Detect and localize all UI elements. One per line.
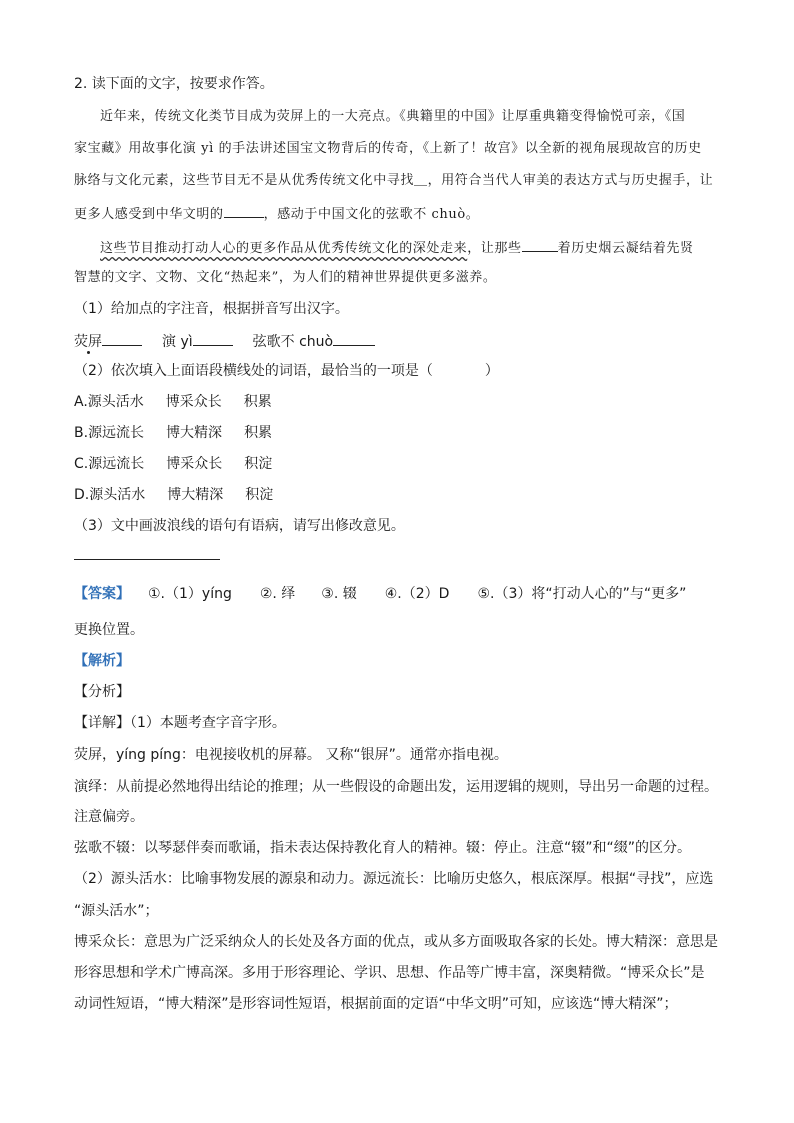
option-a[interactable]: [74, 392, 272, 412]
answer-item: ①.（1）yíng: [148, 586, 232, 602]
passage-line: 家宝藏》用故事化演 yì 的手法讲述国宝文物背后的传奇，《上新了！故宫》以全新的视角展现故宫的历史: [74, 141, 702, 156]
option-word: 积累: [243, 394, 272, 410]
passage-text: ，感动于中国文化的弦歌不 chuò。: [263, 207, 480, 222]
option-word: 积淀: [245, 487, 274, 503]
analysis-line: “源头活水”；: [74, 903, 159, 919]
item-yanyi: 演 yì: [162, 334, 193, 350]
option-c[interactable]: [74, 454, 272, 474]
detail-line: [74, 713, 286, 733]
answer-item: ⑤.（3）将“打动人心的”与“更多”: [477, 586, 687, 602]
option-word: 博采众长: [166, 456, 223, 472]
item-yingping: 荧屏: [74, 334, 102, 350]
passage-text: ，让那些: [467, 241, 522, 256]
answer-blank[interactable]: [193, 331, 233, 346]
option-word: 源远流长: [88, 456, 145, 472]
sub-question-2-prompt: （2）依次填入上面语段横线处的词语，最恰当的一项是（: [74, 363, 433, 379]
analysis-line: 荧屏，yíng píng：电视接收机的屏幕。 又称“银屏”。通常亦指电视。: [74, 747, 508, 763]
item-xiangebuchuo: 弦歌不 chuò: [252, 334, 334, 350]
detail-text: （1）本题考查字音字形。: [130, 715, 286, 731]
answer-tag: 【答案】: [74, 586, 130, 602]
jiexi-tag: 【解析】: [74, 653, 130, 669]
option-label: A.: [74, 394, 88, 410]
analysis-line: 形容思想和学术广博高深。多用于形容理论、学识、思想、作品等广博丰富，深奥精微。“博采众长”是: [74, 965, 705, 981]
sub-question-1-items: [74, 331, 375, 352]
option-word: 博大精深: [167, 487, 224, 503]
passage-line: 近年来，传统文化类节目成为荧屏上的一大亮点。《典籍里的中国》让厚重典籍变得愉悦可亲，《国: [100, 109, 686, 124]
option-word: 积淀: [244, 456, 273, 472]
answer-item: ③. 辍: [321, 586, 357, 602]
option-word: 源头活水: [87, 394, 144, 410]
analysis-line: 注意偏旁。: [74, 809, 144, 825]
wavy-underlined-sentence: 这些节目推动打动人心的更多作品从优秀传统文化的深处走来: [100, 241, 468, 256]
fenxi-tag: 【分析】: [74, 684, 130, 700]
analysis-line: 博采众长：意思为广泛采纳众人的长处及各方面的优点，或从多方面吸取各家的长处。博大精深：意思是: [74, 934, 718, 950]
answer-blank[interactable]: [102, 331, 142, 346]
fill-blank: [224, 203, 264, 218]
question-title: 2. 读下面的文字，按要求作答。: [74, 76, 274, 92]
answer-item: ④.（2）D: [384, 586, 450, 602]
answer-item: ②. 绎: [259, 586, 296, 602]
answer-continuation: 更换位置。: [74, 622, 144, 638]
analysis-line: 弦歌不辍：以琴瑟伴奏而歌诵，指未表达保持教化育人的精神。辍：停止。注意“辍”和“缀”的区分。: [74, 840, 692, 856]
passage-text: 着历史烟云凝结着先贤: [557, 241, 694, 256]
fill-blank: [522, 237, 558, 252]
passage-line: [74, 203, 479, 225]
passage-text: 更多人感受到中华文明的: [74, 207, 224, 222]
option-word: 博大精深: [166, 425, 223, 441]
analysis-line: （2）源头活水：比喻事物发展的源泉和动力。源远流长：比喻历史悠久，根底深厚。根据“寻找”，应选: [74, 871, 714, 887]
bracket-close: ）: [484, 363, 499, 379]
sub-question-3: （3）文中画波浪线的语句有语病，请写出修改意见。: [74, 518, 405, 534]
option-word: 源远流长: [88, 425, 145, 441]
option-label: B.: [74, 425, 89, 441]
answer-row: [74, 584, 686, 604]
option-label: D.: [74, 487, 90, 503]
detail-tag: 【详解】: [74, 715, 130, 731]
option-b[interactable]: [74, 423, 272, 443]
sub-question-1: （1）给加点的字注音，根据拼音写出汉字。: [74, 301, 349, 317]
answer-line[interactable]: [74, 559, 220, 560]
option-label: C.: [74, 456, 89, 472]
sub-question-2: [74, 361, 499, 381]
option-word: 博采众长: [165, 394, 222, 410]
analysis-line: 动词性短语，“博大精深”是形容词性短语，根据前面的定语“中华文明”可知，应该选“博大精深”；: [74, 996, 678, 1012]
answer-blank[interactable]: [333, 331, 375, 346]
passage-line: [100, 237, 694, 259]
option-word: 源头活水: [89, 487, 146, 503]
option-word: 积累: [244, 425, 273, 441]
option-d[interactable]: [74, 485, 273, 505]
passage-line: 脉络与文化元素，这些节目无不是从优秀传统文化中寻找＿，用符合当代人审美的表达方式与历史握手，让: [74, 173, 714, 188]
analysis-line: 演绎：从前提必然地得出结论的推理；从一些假设的命题出发，运用逻辑的规则，导出另一命题的过程。: [74, 779, 718, 795]
passage-line: 智慧的文字、文物、文化“热起来”，为人们的精神世界提供更多滋养。: [74, 270, 497, 285]
